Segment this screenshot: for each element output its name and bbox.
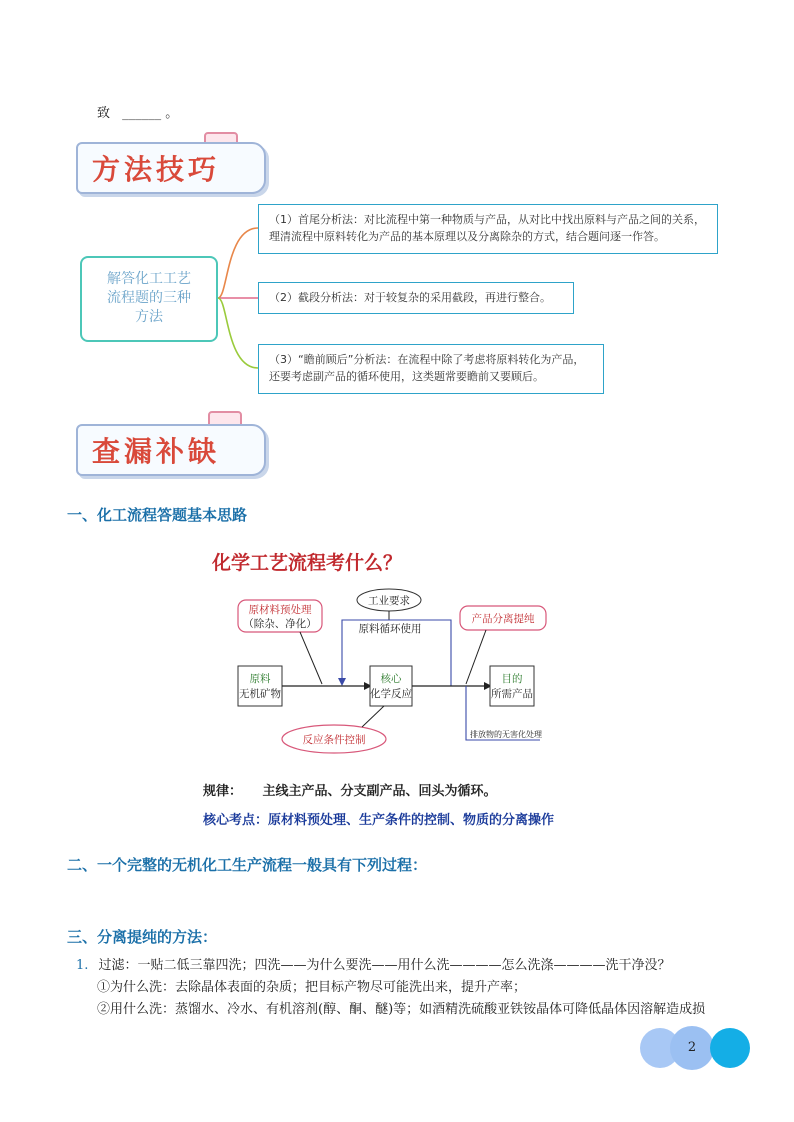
page-number-bubble (670, 1026, 714, 1070)
product-sep-line (466, 630, 486, 684)
goal-box (490, 666, 534, 706)
reaction-label: 反应条件控制 (302, 734, 366, 746)
core-box (370, 666, 412, 706)
core-line1: 核心 (380, 673, 402, 685)
flowchart-title: 化学工艺流程考什么？ (212, 552, 403, 574)
item-1-sub-1: ①为什么洗：去除晶体表面的杂质；把目标产物尽可能洗出来，提升产率； (97, 980, 527, 995)
raw-box (238, 666, 282, 706)
section-1-heading: 一、化工流程答题基本思路 (67, 506, 248, 524)
section-2-heading: 二、一个完整的无机化工生产流程一般具有下列过程： (67, 856, 428, 874)
rule-line (203, 780, 497, 799)
raw-line2: 无机矿物 (239, 688, 281, 700)
recycle-label: 原料循环使用 (358, 623, 422, 635)
page-bubble-right (710, 1028, 750, 1068)
rule-label: 规律： (203, 784, 243, 799)
pretreat-line2: （除杂、净化） (243, 618, 317, 630)
recycle-arrowhead (338, 678, 346, 686)
method-1-text: （1）首尾分析法：对比流程中第一种物质与产品，从对比中找出原料与产品之间的关系，理清流程中原料转化为产品的基本原理以及分离除杂的方式，结合题问逐一作答。 (269, 213, 705, 243)
banner-review-title: 查漏补缺 (92, 435, 221, 468)
item-1-number: 1. (76, 958, 89, 973)
item-1-text: 过滤：一贴二低三靠四洗；四洗——为什么要洗——用什么洗————怎么洗涤————洗干净没？ (98, 958, 671, 973)
page-number: 2 (687, 1040, 697, 1055)
method-2-text: （2）截段分析法：对于较复杂的采用截段，再进行整合。 (269, 291, 551, 304)
banner-methods-title: 方法技巧 (92, 153, 221, 186)
goal-line2: 所需产品 (491, 688, 533, 700)
mindmap-center-line3: 方法 (135, 309, 163, 325)
method-3-text: （3）“瞻前顾后”分析法：在流程中除了考虑将原料转化为产品，还要考虑副产品的循环使用，这类题常要瞻前又要顾后。 (269, 353, 585, 383)
item-1-sub-2: ②用什么洗：蒸馏水、冷水、有机溶剂(醇、酮、醚)等；如酒精洗硫酸亚铁铵晶体可降低晶体因溶解造成损 (97, 1002, 706, 1017)
pretreat-arrow-line (300, 632, 322, 684)
pretreat-line1: 原材料预处理 (248, 604, 312, 616)
core-line2: 化学反应 (370, 688, 412, 700)
item-1 (76, 956, 736, 976)
rule-text: 主线主产品、分支副产品、回头为循环。 (262, 784, 497, 799)
industry-label: 工业要求 (368, 595, 410, 607)
product-sep-label: 产品分离提纯 (471, 613, 535, 625)
core-points: 核心考点：原材料预处理、生产条件的控制、物质的分离操作 (203, 813, 555, 828)
section-3-heading: 三、分离提纯的方法： (67, 928, 218, 946)
top-line-text: 致 (97, 106, 111, 121)
reaction-line (362, 706, 384, 727)
waste-label: 排放物的无害化处理 (470, 730, 542, 739)
mindmap-center-line1: 解答化工工艺 (107, 271, 191, 287)
top-line-end: 。 (165, 106, 179, 121)
mindmap-center-line2: 流程题的三种 (107, 290, 191, 306)
goal-line1: 目的 (501, 673, 523, 685)
raw-line1: 原料 (249, 673, 271, 685)
fill-blank: ______ (122, 106, 162, 121)
